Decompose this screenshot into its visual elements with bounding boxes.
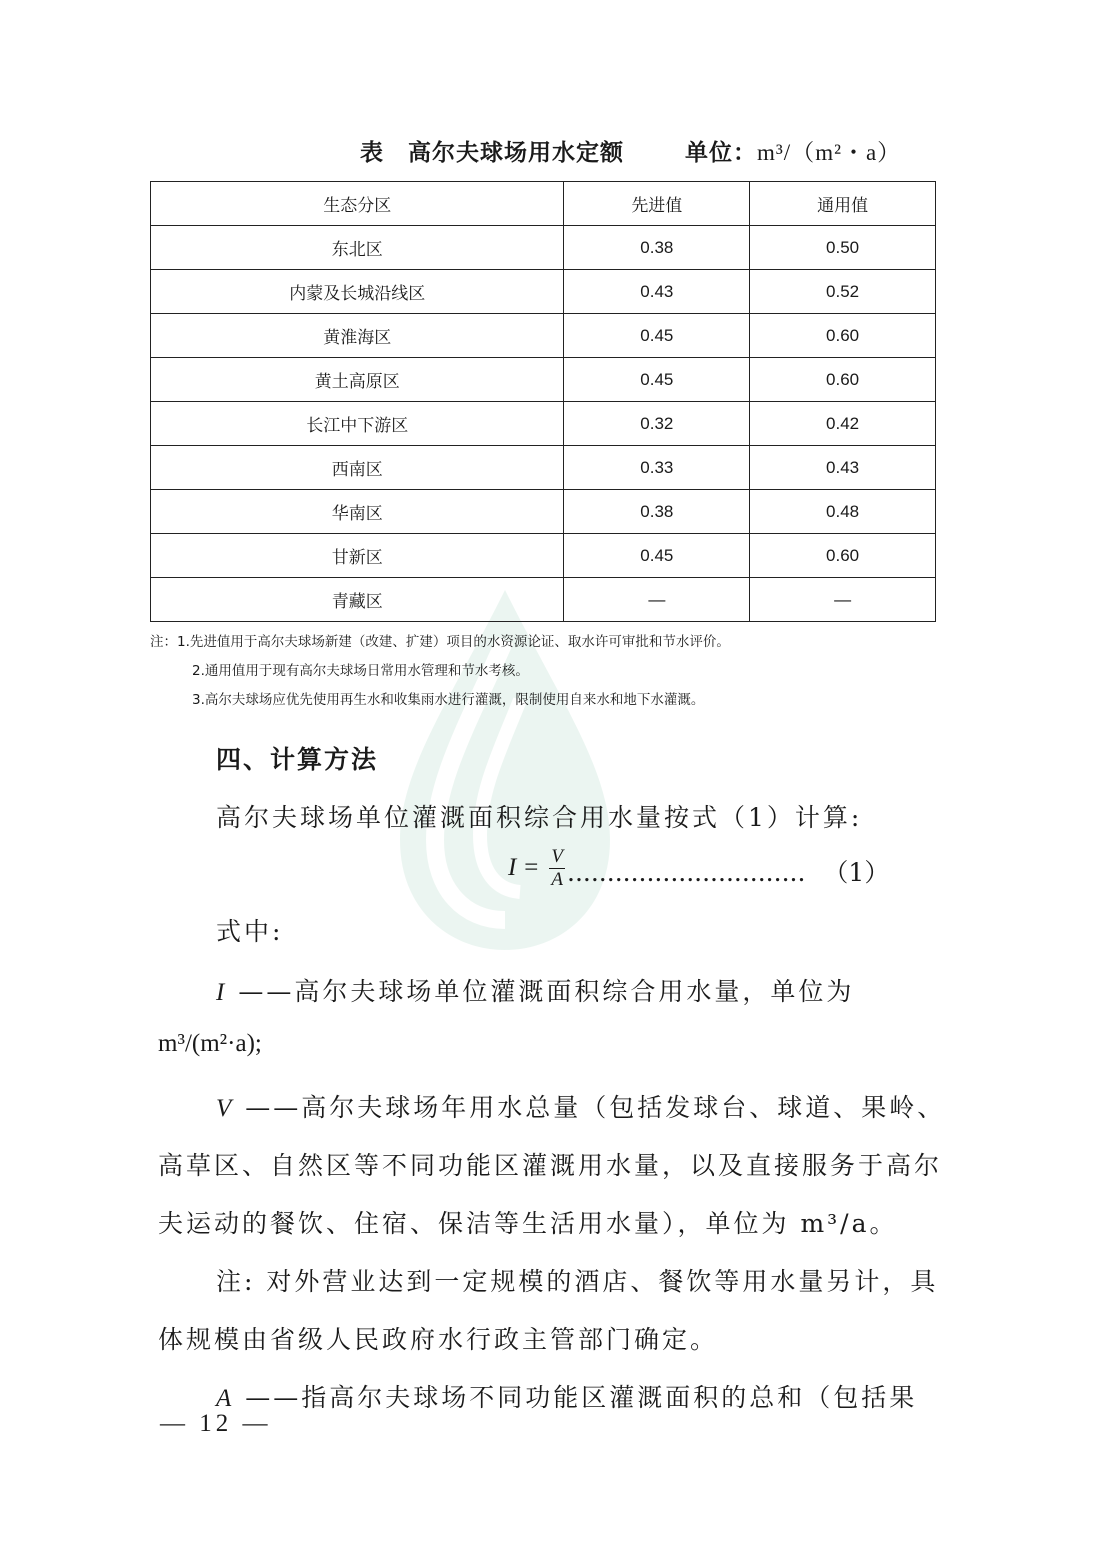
- definition-V-line2: 高草区、自然区等不同功能区灌溉用水量，以及直接服务于高尔: [158, 1151, 943, 1180]
- cell-region: 华南区: [151, 490, 564, 534]
- cell-advanced: —: [564, 578, 750, 622]
- table-row: [151, 446, 936, 490]
- cell-region: 黄淮海区: [151, 314, 564, 358]
- formula-1: [508, 846, 889, 891]
- cell-region: 长江中下游区: [151, 402, 564, 446]
- cell-general: —: [750, 578, 936, 622]
- cell-general: 0.60: [750, 314, 936, 358]
- cell-advanced: 0.43: [564, 270, 750, 314]
- note-paragraph-line2: 体规模由省级人民政府水行政主管部门确定。: [158, 1325, 719, 1354]
- formula-numerator: V: [551, 846, 564, 867]
- formula-number: （1）: [823, 858, 890, 887]
- formula-leader-dots: ..............................: [567, 858, 806, 887]
- intro-paragraph: 高尔夫球场单位灌溉面积综合用水量按式（1）计算:: [216, 803, 863, 832]
- definition-I-line1: ——高尔夫球场单位灌溉面积综合用水量，单位为: [238, 977, 855, 1006]
- note-3: 3.高尔夫球场应优先使用再生水和收集雨水进行灌溉，限制使用自来水和地下水灌溉。: [192, 692, 705, 708]
- cell-general: 0.60: [750, 358, 936, 402]
- cell-general: 0.43: [750, 446, 936, 490]
- definition-A: [216, 1378, 917, 1414]
- cell-region: 青藏区: [151, 578, 564, 622]
- definition-I-line2: m³/(m²·a);: [158, 1030, 262, 1057]
- cell-general: 0.52: [750, 270, 936, 314]
- header-advanced: 先进值: [564, 182, 750, 226]
- cell-region: 内蒙及长城沿线区: [151, 270, 564, 314]
- water-quota-table: [150, 181, 936, 622]
- table-notes: [150, 628, 730, 715]
- definition-I: [216, 972, 854, 1008]
- cell-advanced: 0.45: [564, 534, 750, 578]
- table-title: [360, 134, 901, 167]
- definition-V: [216, 1088, 945, 1124]
- table-row: [151, 402, 936, 446]
- table-row: [151, 578, 936, 622]
- note-1: 注：1.先进值用于高尔夫球场新建（改建、扩建）项目的水资源论证、取水许可审批和节水评价。: [150, 634, 730, 650]
- table-title-text: 表 高尔夫球场用水定额: [360, 140, 624, 166]
- header-region: 生态分区: [151, 182, 564, 226]
- table-header-row: [151, 182, 936, 226]
- table-row: [151, 534, 936, 578]
- cell-region: 黄土高原区: [151, 358, 564, 402]
- cell-advanced: 0.45: [564, 314, 750, 358]
- table-row: [151, 270, 936, 314]
- definition-V-line1: ——高尔夫球场年用水总量（包括发球台、球道、果岭、: [245, 1093, 946, 1122]
- cell-general: 0.60: [750, 534, 936, 578]
- formula-lhs: I =: [508, 854, 540, 881]
- definition-V-line3: 夫运动的餐饮、住宿、保洁等生活用水量），单位为 m³/a。: [158, 1209, 898, 1238]
- cell-region: 东北区: [151, 226, 564, 270]
- cell-general: 0.50: [750, 226, 936, 270]
- cell-region: 甘新区: [151, 534, 564, 578]
- table-row: [151, 490, 936, 534]
- definition-A-line1: ——指高尔夫球场不同功能区灌溉面积的总和（包括果: [245, 1383, 918, 1412]
- symbol-V: V: [216, 1095, 232, 1122]
- note-2: 2.通用值用于现有高尔夫球场日常用水管理和节水考核。: [192, 663, 529, 679]
- formula-denominator: A: [551, 869, 564, 890]
- table-row: [151, 226, 936, 270]
- cell-advanced: 0.38: [564, 226, 750, 270]
- cell-advanced: 0.32: [564, 402, 750, 446]
- table-row: [151, 314, 936, 358]
- cell-advanced: 0.45: [564, 358, 750, 402]
- table-row: [151, 358, 936, 402]
- cell-region: 西南区: [151, 446, 564, 490]
- where-label: 式中:: [216, 917, 284, 946]
- note-paragraph-line1: 注: 对外营业达到一定规模的酒店、餐饮等用水量另计，具: [216, 1267, 939, 1296]
- symbol-A: A: [216, 1385, 232, 1412]
- table-unit-label: 单位：: [685, 140, 758, 166]
- table-unit-expr: m³/（m²・a）: [757, 140, 902, 165]
- formula-fraction: [549, 846, 565, 891]
- cell-general: 0.42: [750, 402, 936, 446]
- cell-advanced: 0.38: [564, 490, 750, 534]
- cell-advanced: 0.33: [564, 446, 750, 490]
- cell-general: 0.48: [750, 490, 936, 534]
- section-heading: 四、计算方法: [216, 745, 379, 774]
- symbol-I: I: [216, 979, 225, 1006]
- header-general: 通用值: [750, 182, 936, 226]
- page-number: — 12 —: [160, 1410, 272, 1437]
